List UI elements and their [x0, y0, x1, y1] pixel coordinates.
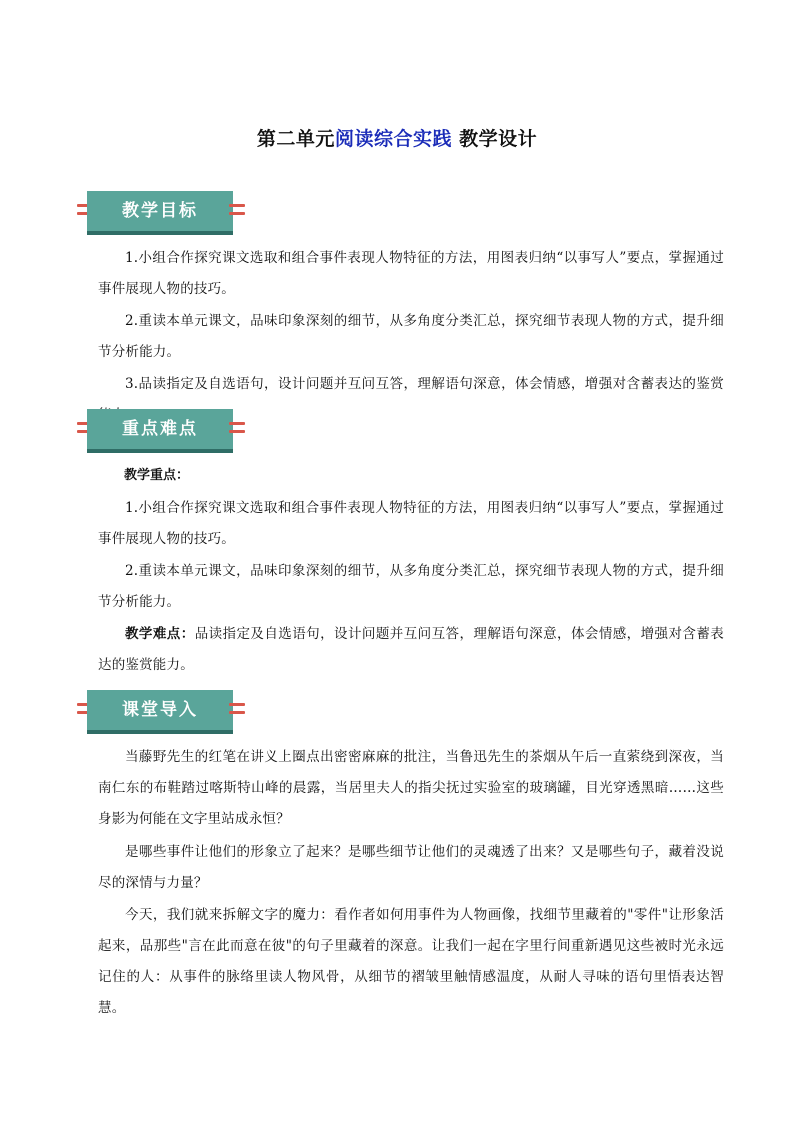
focus-item-2: 2.重读本单元课文，品味印象深刻的细节，从多角度分类汇总，探究细节表现人物的方式，提升细节分析能力。 — [98, 563, 724, 610]
page-title — [0, 126, 794, 152]
title-highlight: 阅读综合实践 — [334, 128, 452, 150]
intro-paragraph-2: 是哪些事件让他们的形象立了起来？是哪些细节让他们的灵魂透了出来？又是哪些句子，藏着没说尽的深情与力量？ — [98, 844, 724, 891]
difficulty-paragraph — [98, 619, 724, 681]
intro-paragraph-1: 当藤野先生的红笔在讲义上圈点出密密麻麻的批注，当鲁迅先生的茶烟从午后一直萦绕到深夜，当南仁东的布鞋踏过喀斯特山峰的晨露，当居里夫人的指尖抚过实验室的玻璃罐，目光穿透黑暗……这些身影为何能在文字里站成永恒？ — [98, 749, 724, 827]
focus-item-1: 1.小组合作探究课文选取和组合事件表现人物特征的方法，用图表归纳“以事写人”要点，掌握通过事件展现人物的技巧。 — [98, 500, 724, 547]
title-suffix: 教学设计 — [451, 128, 538, 150]
objective-item-2: 2.重读本单元课文，品味印象深刻的细节，从多角度分类汇总，探究细节表现人物的方式，提升细节分析能力。 — [98, 313, 724, 360]
decor-bars-icon — [229, 703, 245, 717]
difficulty-label: 教学难点： — [125, 626, 195, 642]
section-heading-key-points: 重点难点 — [87, 409, 233, 453]
section-header-key-points — [77, 409, 245, 455]
section-heading-intro: 课堂导入 — [87, 690, 233, 734]
intro-paragraph-3: 今天，我们就来拆解文字的魔力：看作者如何用事件为人物画像，找细节里藏着的"零件"让形象活起来，品那些"言在此而意在彼"的句子里藏着的深意。让我们一起在字里行间重新遇见这些被时光永远记住的人：从事件的脉络里读人物风骨，从细节的褶皱里触情感温度，从耐人寻味的语句里悟表达智慧。 — [98, 907, 724, 1016]
decor-bars-icon — [229, 422, 245, 436]
objective-item-3: 3.品读指定及自选语句，设计问题并互问互答，理解语句深意，体会情感，增强对含蓄表达的鉴赏 — [125, 376, 724, 392]
objective-item-1: 1.小组合作探究课文选取和组合事件表现人物特征的方法，用图表归纳“以事写人”要点，掌握通过事件展现人物的技巧。 — [98, 250, 724, 297]
section-header-intro — [77, 690, 245, 736]
title-prefix: 第二单元 — [256, 128, 335, 150]
focus-label: 教学重点： — [124, 468, 190, 483]
decor-bars-icon — [229, 204, 245, 218]
section-header-objectives — [77, 191, 245, 237]
difficulty-text: 品读指定及自选语句，设计问题并互问互答，理解语句深意，体会情感，增强对含蓄表达的鉴赏能力。 — [98, 626, 724, 673]
section-heading-objectives: 教学目标 — [87, 191, 233, 235]
